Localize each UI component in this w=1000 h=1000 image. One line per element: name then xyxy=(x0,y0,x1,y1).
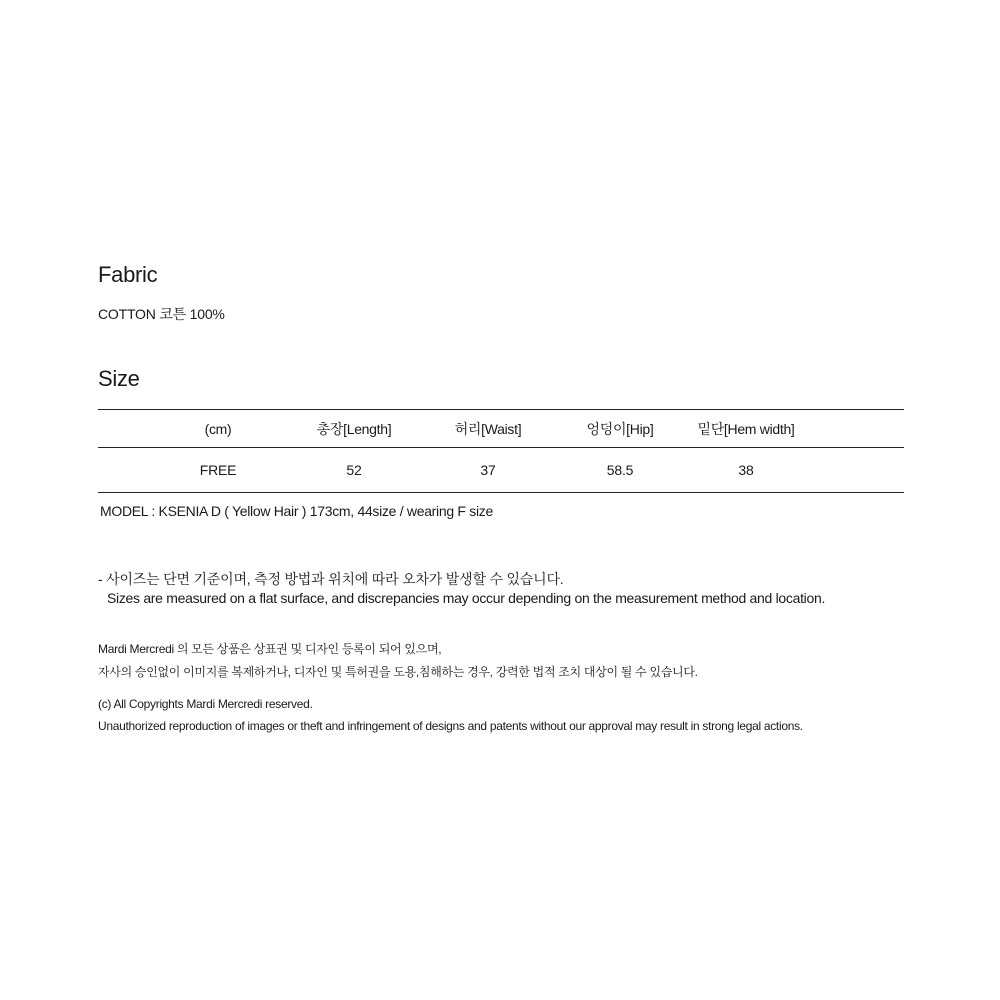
measurement-note-korean: - 사이즈는 단면 기준이며, 측정 방법과 위치에 따라 오차가 발생할 수 있습니다. xyxy=(98,571,564,587)
copyright-notice-english-line-2: Unauthorized reproduction of images or theft and infringement of designs and patents without our approval may result in strong legal actions. xyxy=(98,719,803,733)
size-table-header-row xyxy=(98,410,904,448)
fabric-composition: COTTON 코튼 100% xyxy=(98,306,225,322)
hip-value: 58.5 xyxy=(606,462,634,478)
size-table-header-hip: 엉덩이[Hip] xyxy=(586,420,654,437)
size-table-header-hem-width: 밑단[Hem width] xyxy=(697,420,795,437)
waist-value: 37 xyxy=(480,462,496,478)
copyright-notice-korean-line-1: Mardi Mercredi 의 모든 상품은 상표권 및 디자인 등록이 되어 있으며, xyxy=(98,642,442,656)
size-table-header-unit: (cm) xyxy=(204,420,232,437)
hem-width-value: 38 xyxy=(738,462,754,478)
size-heading: Size xyxy=(98,366,140,391)
length-value: 52 xyxy=(346,462,362,478)
copyright-notice-korean-line-2: 자사의 승인없이 이미지를 복제하거나, 디자인 및 특허권을 도용,침해하는 경우, 강력한 법적 조치 대상이 될 수 있습니다. xyxy=(98,665,698,679)
copyright-notice-english-line-1: (c) All Copyrights Mardi Mercredi reserved. xyxy=(98,697,313,711)
fabric-heading: Fabric xyxy=(98,262,158,287)
table-row xyxy=(98,448,904,493)
measurement-note-english: Sizes are measured on a flat surface, and discrepancies may occur depending on the measurement method and location. xyxy=(107,590,826,606)
size-table-header-length: 총장[Length] xyxy=(316,420,392,437)
size-table-header-waist: 허리[Waist] xyxy=(454,420,522,437)
size-table xyxy=(98,409,904,493)
model-info: MODEL : KSENIA D ( Yellow Hair ) 173cm, 44size / wearing F size xyxy=(100,503,493,519)
size-label: FREE xyxy=(199,462,237,478)
